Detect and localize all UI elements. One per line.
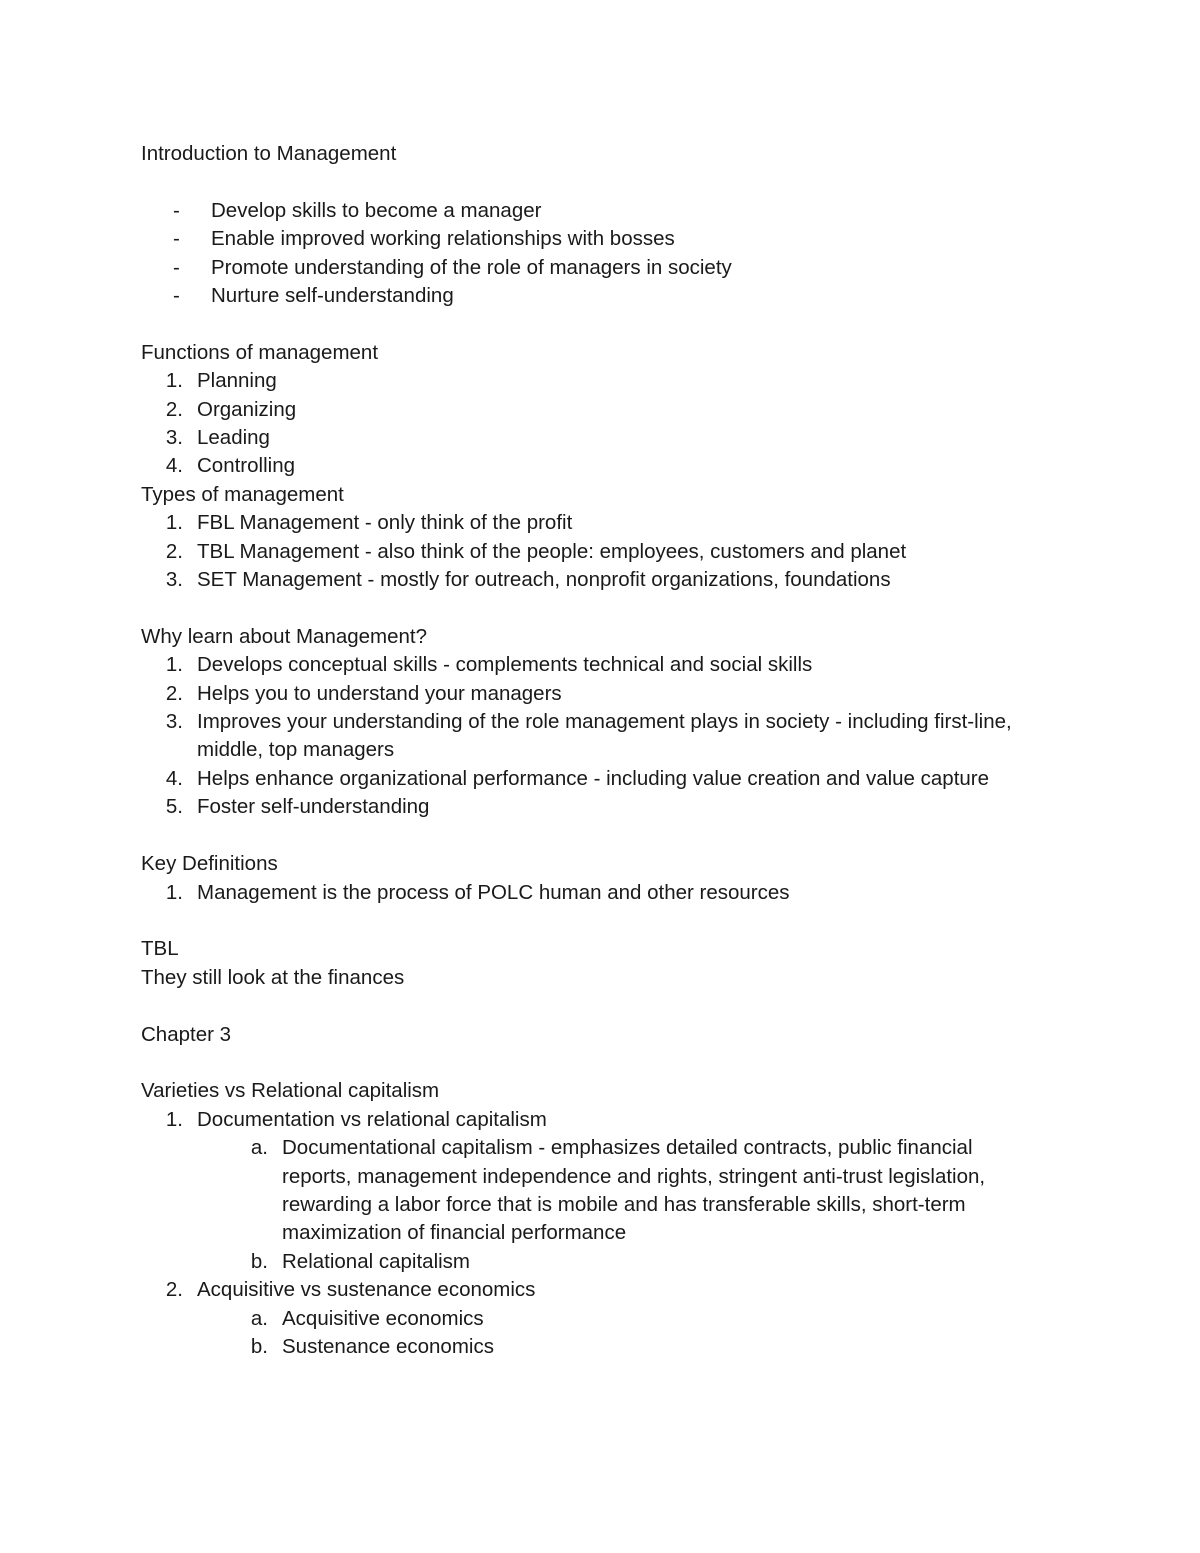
list-marker: -: [173, 284, 180, 308]
tbl-note: They still look at the finances: [141, 965, 405, 989]
document-body: [141, 140, 1071, 1361]
blank-line: [141, 310, 1071, 338]
list-marker: 4.: [165, 766, 183, 790]
list-item: [141, 879, 1071, 907]
list-marker: 3.: [165, 568, 183, 592]
list-marker: 4.: [165, 454, 183, 478]
list-marker: 1.: [165, 511, 183, 535]
list-item: [141, 197, 1071, 225]
sub-list-item: [141, 1134, 1071, 1248]
list-marker: 1.: [165, 1107, 183, 1131]
list-item-text: Develop skills to become a manager: [211, 198, 542, 222]
sub-list-item: [141, 1248, 1071, 1276]
list-item: [141, 282, 1071, 310]
section-heading-tbl: TBL: [141, 937, 179, 961]
list-marker: 2.: [165, 539, 183, 563]
list-item: [141, 424, 1071, 452]
blank-line: [141, 992, 1071, 1020]
list-item: [141, 1106, 1071, 1134]
list-item-text: Foster self-understanding: [197, 795, 430, 819]
blank-line: [141, 907, 1071, 935]
sub-list-marker: a.: [250, 1136, 268, 1160]
blank-line: [141, 594, 1071, 622]
list-marker: 1.: [165, 369, 183, 393]
list-item-text: Management is the process of POLC human and other resources: [197, 880, 790, 904]
section-heading-why: Why learn about Management?: [141, 624, 428, 648]
list-item: [141, 1276, 1071, 1304]
blank-line: [141, 168, 1071, 196]
list-item-text: Helps enhance organizational performance - including value creation and value capture: [197, 766, 990, 790]
sub-list-item-text: Acquisitive economics: [282, 1306, 484, 1330]
list-marker: 5.: [165, 795, 183, 819]
sub-list-marker: b.: [250, 1334, 268, 1358]
list-item-text: Enable improved working relationships with bosses: [211, 227, 675, 251]
list-item-text: Planning: [197, 369, 277, 393]
list-item-text: Helps you to understand your managers: [197, 681, 562, 705]
list-item: [141, 538, 1071, 566]
section-heading-intro: Introduction to Management: [141, 142, 397, 165]
list-item: [141, 708, 1071, 765]
sub-list-marker: b.: [250, 1249, 268, 1273]
list-item: [141, 367, 1071, 395]
list-item: [141, 225, 1071, 253]
list-item: [141, 509, 1071, 537]
list-item-text: Organizing: [197, 397, 297, 421]
list-item-text: SET Management - mostly for outreach, nonprofit organizations, foundations: [197, 568, 891, 592]
list-item-text: FBL Management - only think of the profit: [197, 511, 573, 535]
list-marker: -: [173, 255, 180, 279]
list-marker: -: [173, 227, 180, 251]
list-item-text: Improves your understanding of the role management plays in society - including first-line, middle, top managers: [197, 710, 1012, 762]
list-marker: 3.: [165, 710, 183, 734]
list-item-text: Develops conceptual skills - complements technical and social skills: [197, 653, 813, 677]
list-marker: 2.: [165, 1278, 183, 1302]
section-heading-definitions: Key Definitions: [141, 852, 278, 876]
section-heading-types: Types of management: [141, 482, 344, 506]
list-item: [141, 254, 1071, 282]
list-item-text: Controlling: [197, 454, 295, 478]
section-heading-functions: Functions of management: [141, 340, 379, 364]
list-item: [141, 651, 1071, 679]
blank-line: [141, 822, 1071, 850]
list-item: [141, 765, 1071, 793]
list-item-text: Acquisitive vs sustenance economics: [197, 1278, 536, 1302]
list-item-text: Nurture self-understanding: [211, 284, 454, 308]
list-item: [141, 566, 1071, 594]
list-marker: 3.: [165, 426, 183, 450]
list-marker: -: [173, 198, 180, 222]
sub-list-item: [141, 1333, 1071, 1361]
list-item: [141, 680, 1071, 708]
list-marker: 2.: [165, 397, 183, 421]
list-marker: 1.: [165, 653, 183, 677]
list-item: [141, 793, 1071, 821]
list-marker: 2.: [165, 681, 183, 705]
list-item: [141, 452, 1071, 480]
sub-list-item-text: Relational capitalism: [282, 1249, 471, 1273]
sub-list-item-text: Sustenance economics: [282, 1334, 494, 1358]
section-heading-varieties: Varieties vs Relational capitalism: [141, 1079, 440, 1103]
sub-list-marker: a.: [250, 1306, 268, 1330]
list-item: [141, 396, 1071, 424]
blank-line: [141, 1049, 1071, 1077]
list-item-text: Documentation vs relational capitalism: [197, 1107, 547, 1131]
list-item-text: TBL Management - also think of the people: employees, customers and planet: [197, 539, 907, 563]
list-item-text: Leading: [197, 426, 270, 450]
sub-list-item: [141, 1305, 1071, 1333]
list-item-text: Promote understanding of the role of managers in society: [211, 255, 732, 279]
list-marker: 1.: [165, 880, 183, 904]
chapter-heading: Chapter 3: [141, 1022, 232, 1046]
sub-list-item-text: Documentational capitalism - emphasizes detailed contracts, public financial reports, management independence and rights, stringent anti-trust legislation, rewarding a labor force that is mobile and has transferable skills, short-term maximization of financial performance: [282, 1136, 986, 1245]
